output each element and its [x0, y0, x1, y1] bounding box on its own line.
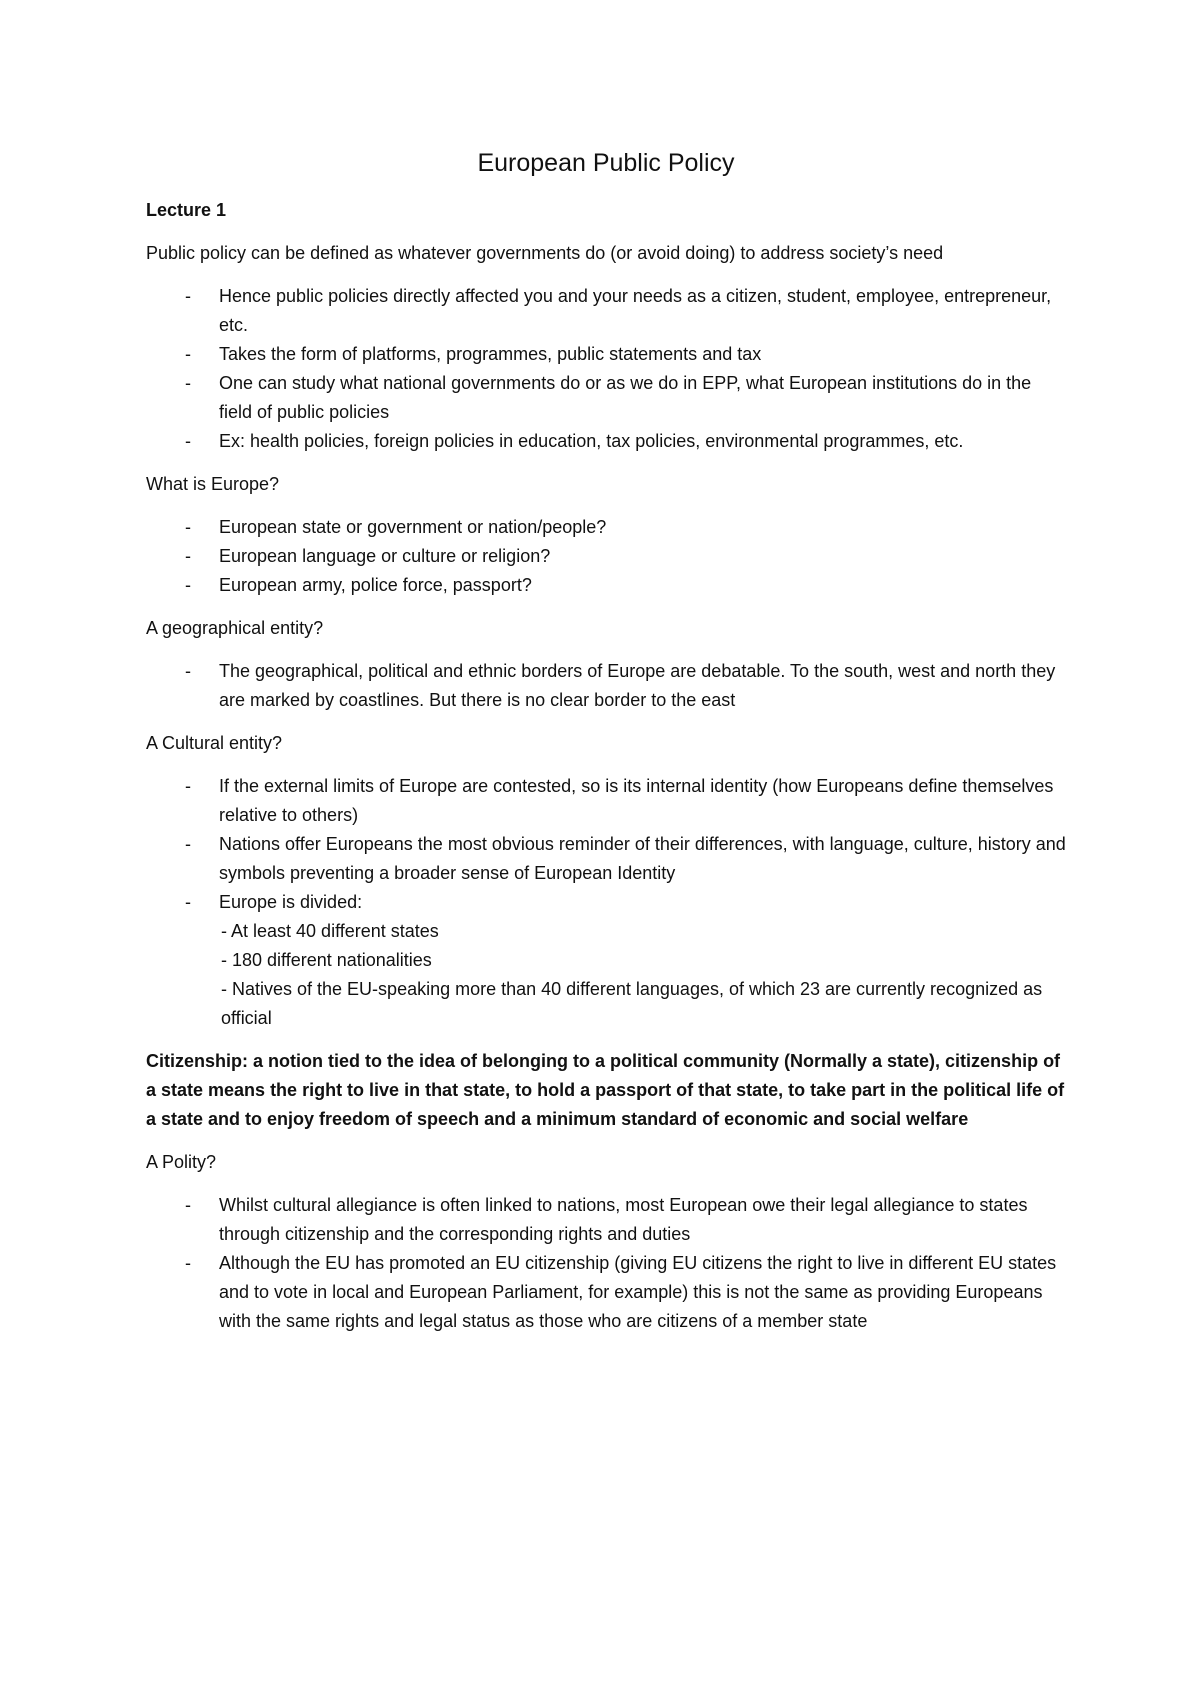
list-item: - The geographical, political and ethnic borders of Europe are debatable. To the south, west and north they are marked by coastlines. But there is no clear border to the east — [146, 657, 1066, 715]
what-is-europe-list — [146, 513, 1066, 600]
list-item: - Hence public policies directly affected you and your needs as a citizen, student, employee, entrepreneur, etc. — [146, 282, 1066, 340]
polity-list — [146, 1191, 1066, 1336]
section-heading-polity: A Polity? — [146, 1152, 217, 1172]
list-item-label: Europe is divided: — [219, 892, 363, 912]
list-item: - Ex: health policies, foreign policies in education, tax policies, environmental programmes, etc. — [146, 427, 1066, 456]
sub-item: - At least 40 different states — [221, 921, 439, 941]
list-item: - European army, police force, passport? — [146, 571, 1066, 600]
intro-paragraph: Public policy can be defined as whatever governments do (or avoid doing) to address society’s need — [146, 243, 944, 263]
list-item: - Nations offer Europeans the most obvious reminder of their differences, with language, culture, history and symbols preventing a broader sense of European Identity — [146, 830, 1066, 888]
document-title: European Public Policy — [477, 149, 735, 177]
list-item: - If the external limits of Europe are contested, so is its internal identity (how Europeans define themselves relative to others) — [146, 772, 1066, 830]
citizenship-paragraph: Citizenship: a notion tied to the idea of belonging to a political community (Normally a state), citizenship of a state means the right to live in that state, to hold a passport of that state, to take part in the political life of a state and to enjoy freedom of speech and a minimum standard of economic and social welfare — [146, 1051, 1065, 1129]
list-item: - One can study what national governments do or as we do in EPP, what European institutions do in the field of public policies — [146, 369, 1066, 427]
list-item — [146, 888, 1066, 1033]
intro-bullet-list — [146, 282, 1066, 456]
section-heading-what-is-europe: What is Europe? — [146, 474, 280, 494]
list-item: - European state or government or nation/people? — [146, 513, 1066, 542]
document-body — [146, 146, 1066, 1350]
section-heading-geographical: A geographical entity? — [146, 618, 324, 638]
list-item: - Although the EU has promoted an EU citizenship (giving EU citizens the right to live in different EU states and to vote in local and European Parliament, for example) this is not the same as providing Europeans with the same rights and legal status as those who are citizens of a member state — [146, 1249, 1066, 1336]
list-item: - Takes the form of platforms, programmes, public statements and tax — [146, 340, 1066, 369]
geographical-list — [146, 657, 1066, 715]
list-item: - European language or culture or religion? — [146, 542, 1066, 571]
section-heading-cultural: A Cultural entity? — [146, 733, 283, 753]
sub-item: - Natives of the EU-speaking more than 40 different languages, of which 23 are currently recognized as official — [221, 979, 1043, 1028]
sub-item: - 180 different nationalities — [221, 950, 432, 970]
cultural-list — [146, 772, 1066, 1033]
lecture-heading: Lecture 1 — [146, 200, 227, 220]
list-item: - Whilst cultural allegiance is often linked to nations, most European owe their legal allegiance to states through citizenship and the corresponding rights and duties — [146, 1191, 1066, 1249]
